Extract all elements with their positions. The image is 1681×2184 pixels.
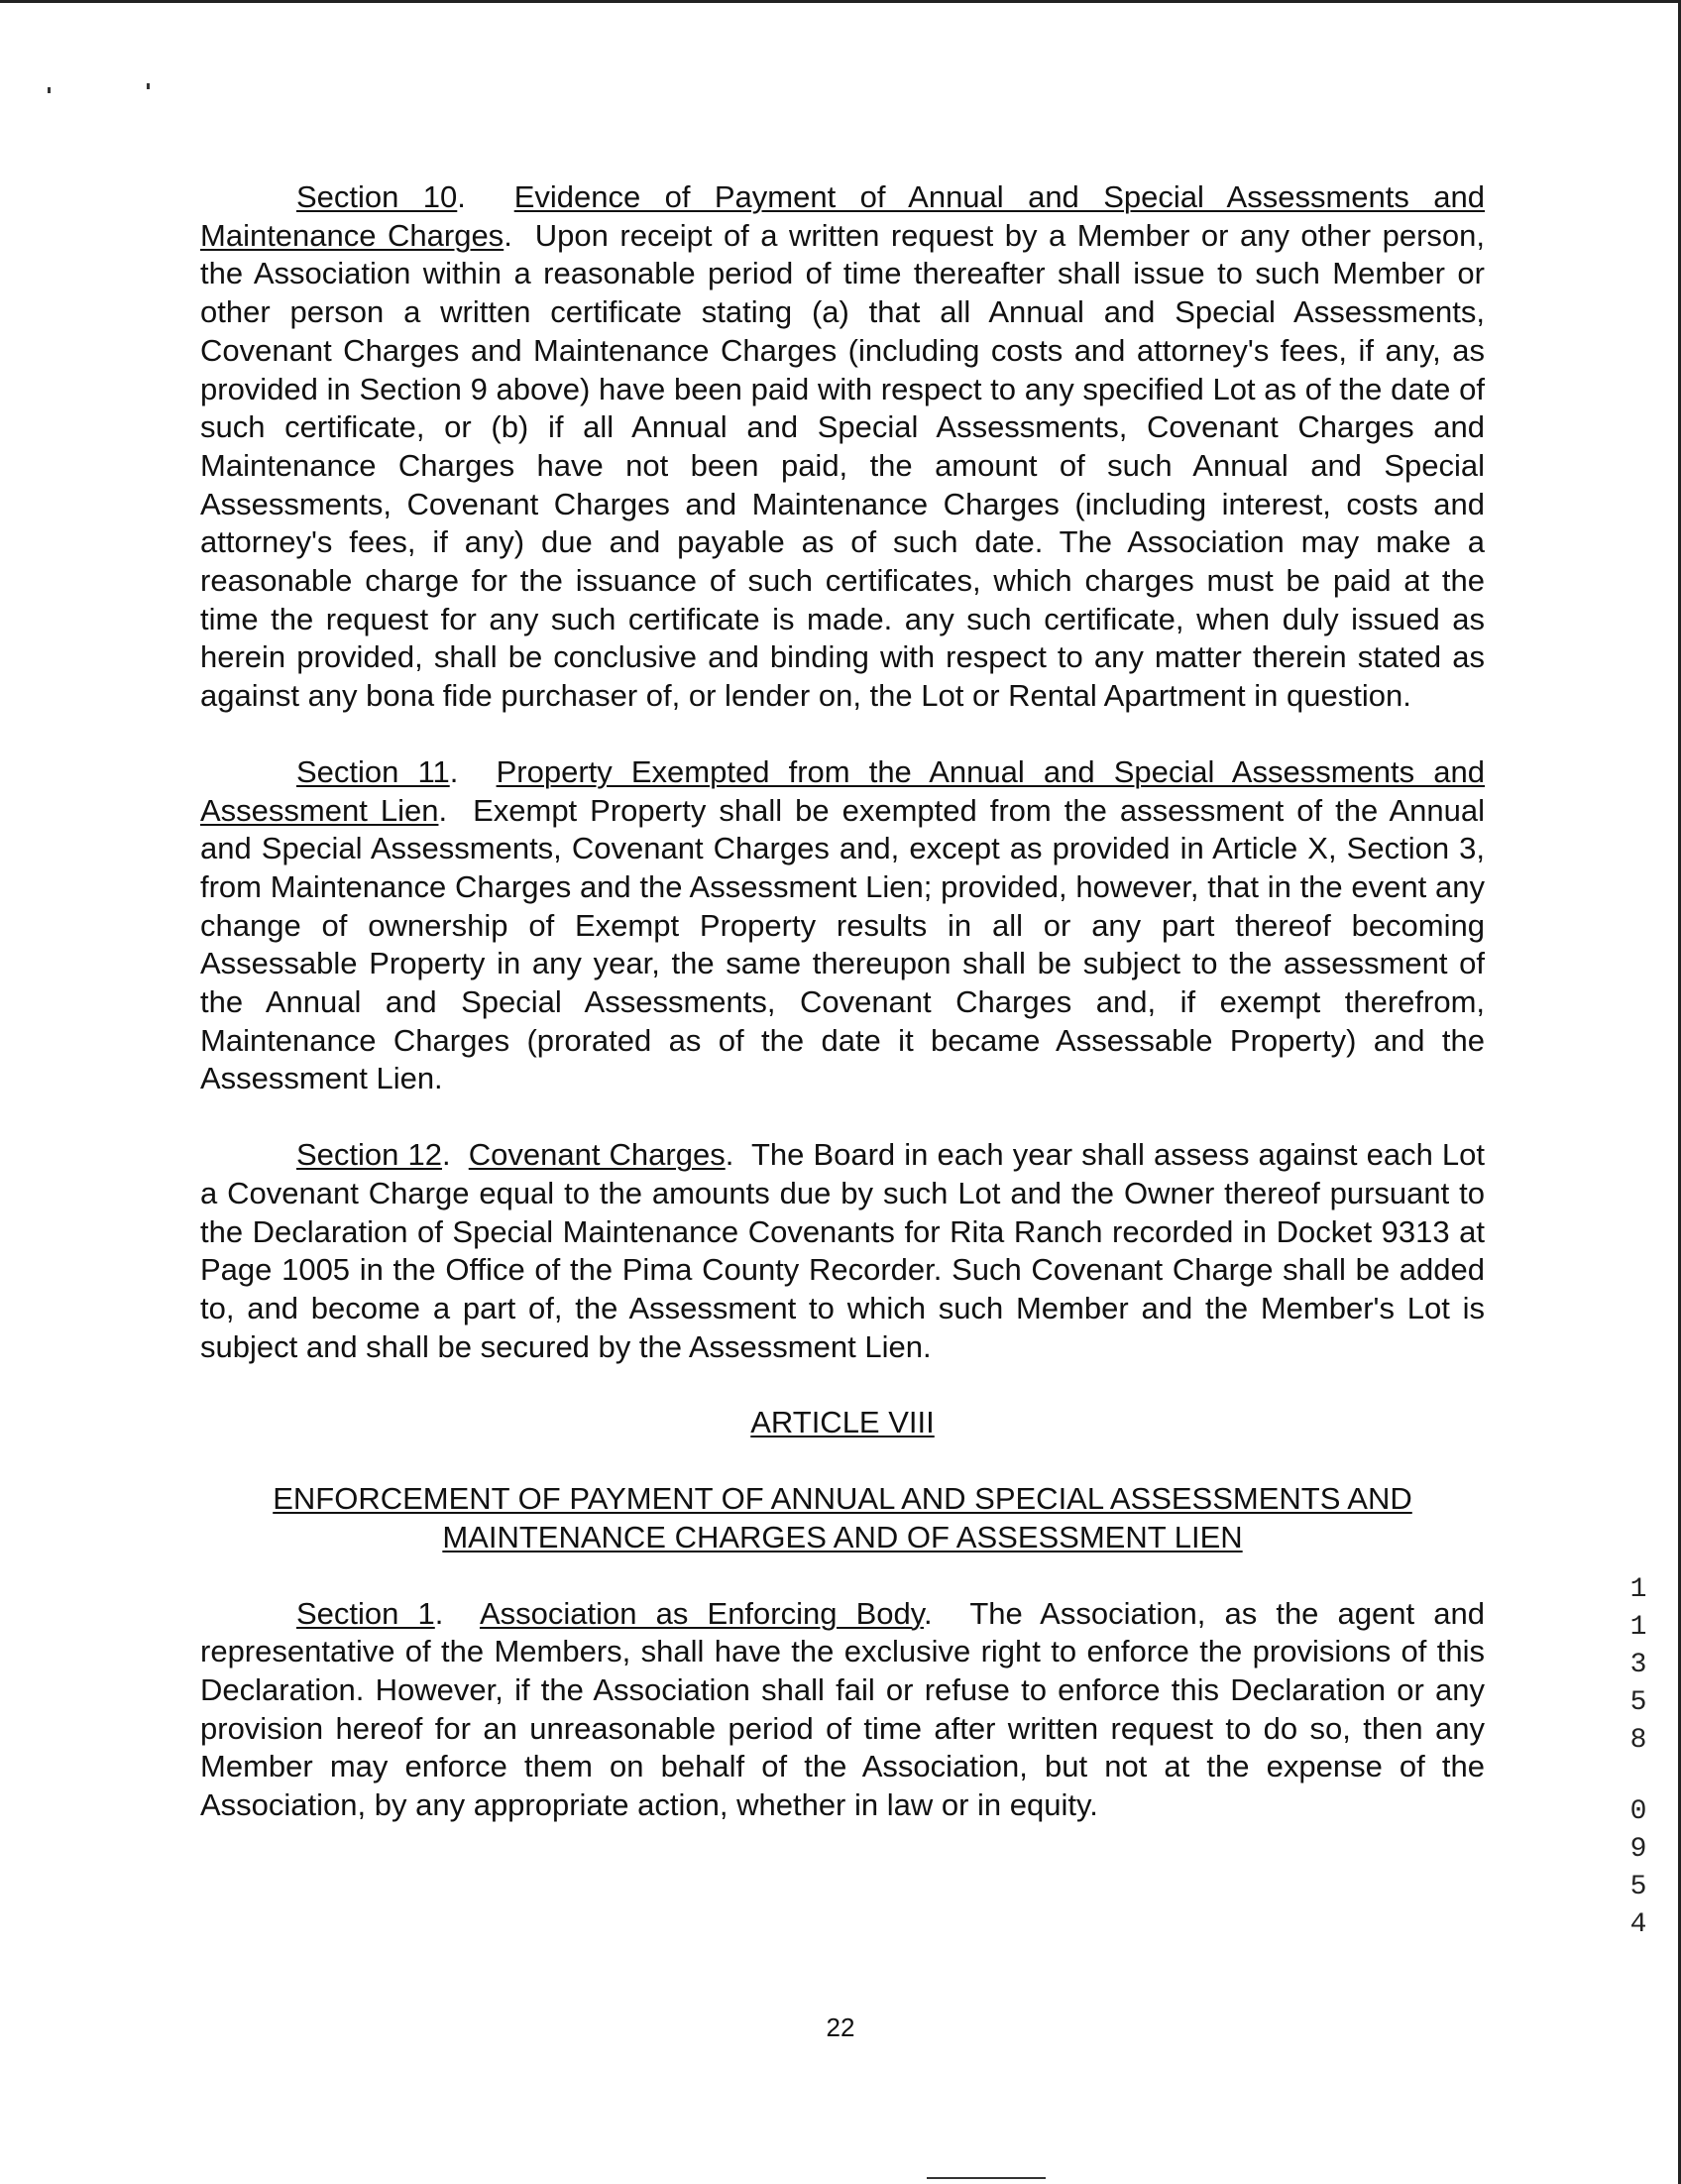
stamp-digit: 9 bbox=[1629, 1834, 1647, 1865]
section-11-paragraph: Section 11. Property Exempted from the Annual and Special Assessments and Assessment Lien. Exempt Property shall be exempted from the assessment of the Annual and Special Assessments, Covenant Charges and, except as provided in Article X, Section 3, from Maintenance Charges and the Assessment Lien; provided, however, that in the event any change of ownership of Exempt Property results in all or any part thereof becoming Assessable Property in any year, the same thereupon shall be subject to the assessment of the Annual and Special Assessments, Covenant Charges and, if exempt therefrom, Maintenance Charges (prorated as of the date it became Assessable Property) and the Assessment Lien. bbox=[200, 753, 1485, 1096]
article-title-line-1: ENFORCEMENT OF PAYMENT OF ANNUAL AND SPECIAL ASSESSMENTS AND bbox=[273, 1481, 1412, 1517]
section-12-paragraph: Section 12. Covenant Charges. The Board in each year shall assess against each Lot a Covenant Charge equal to the amounts due by such Lot and the Owner thereof pursuant to the Declaration of Special Maintenance Covenants for Rita Ranch recorded in Docket 9313 at Page 1005 in the Office of the Pima County Recorder. Such Covenant Charge shall be added to, and become a part of, the Assessment to which such Member and the Member's Lot is subject and shall be secured by the Assessment Lien. bbox=[200, 1137, 1485, 1364]
section-12-label: Section 12 bbox=[296, 1137, 442, 1173]
section-11-label: Section 11 bbox=[296, 753, 450, 789]
scan-speck bbox=[147, 83, 150, 89]
article-section-1-paragraph: Section 1. Association as Enforcing Body. The Association, as the agent and representative of the Members, shall have the exclusive right to enforce the provisions of this Declaration. However, if the Association shall fail or refuse to enforce this Declaration or any provision hereof for an unreasonable period of time after written request to do so, then any Member may enforce them on behalf of the Association, but not at the expense of the Association, by any appropriate action, whether in law or in equity. bbox=[200, 1595, 1485, 1823]
section-11-heading: Property Exempted from the Annual and Special Assessments and Assessment Lien bbox=[200, 753, 1485, 828]
stamp-digit: 4 bbox=[1629, 1909, 1647, 1940]
section-10-heading: Evidence of Payment of Annual and Special Assessments and Maintenance Charges bbox=[200, 179, 1486, 253]
article-title bbox=[200, 1480, 1485, 1556]
stamp-digit: 0 bbox=[1629, 1796, 1647, 1827]
section-10-label: Section 10 bbox=[296, 179, 458, 214]
stamp-digit: 5 bbox=[1629, 1872, 1647, 1902]
stamp-digit: 1 bbox=[1629, 1574, 1647, 1605]
stamp-digit: 8 bbox=[1629, 1725, 1647, 1756]
stamp-gap bbox=[1624, 1760, 1653, 1793]
section-12-body: The Board in each year shall assess against each Lot a Covenant Charge equal to the amounts due by such Lot and the Owner thereof pursuant to the Declaration of Special Maintenance Covenants for Rita Ranch recorded in Docket 9313 at Page 1005 in the Office of the Pima County Recorder. Such Covenant Charge shall be added to, and become a part of, the Assessment to which such Member and the Member's Lot is subject and shall be secured by the Assessment Lien. bbox=[200, 1137, 1485, 1364]
article-section-1-label: Section 1 bbox=[296, 1595, 435, 1631]
section-10-body: Upon receipt of a written request by a Member or any other person, the Association within a reasonable period of time thereafter shall issue to such Member or other person a written certificate stating (a) that all Annual and Special Assessments, Covenant Charges and Maintenance Charges (including costs and attorney's fees, if any, as provided in Section 9 above) have been paid with respect to any specified Lot as of the date of such certificate, or (b) if all Annual and Special Assessments, Covenant Charges and Maintenance Charges have not been paid, the amount of such Annual and Special Assessments, Covenant Charges and Maintenance Charges (including interest, costs and attorney's fees, if any) due and payable as of such date. The Association may make a reasonable charge for the issuance of such certificates, which charges must be paid at the time the request for any such certificate is made. any such certificate, when duly issued as herein provided, shall be conclusive and binding with respect to any matter therein stated as against any bona fide purchaser of, or lender on, the Lot or Rental Apartment in question. bbox=[200, 217, 1485, 714]
section-10-paragraph: Section 10. Evidence of Payment of Annual and Special Assessments and Maintenance Charges. Upon receipt of a written request by a Member or any other person, the Association within a reasonable period of time thereafter shall issue to such Member or other person a written certificate stating (a) that all Annual and Special Assessments, Covenant Charges and Maintenance Charges (including costs and attorney's fees, if any, as provided in Section 9 above) have been paid with respect to any specified Lot as of the date of such certificate, or (b) if all Annual and Special Assessments, Covenant Charges and Maintenance Charges have not been paid, the amount of such Annual and Special Assessments, Covenant Charges and Maintenance Charges (including interest, costs and attorney's fees, if any) due and payable as of such date. The Association may make a reasonable charge for the issuance of such certificates, which charges must be paid at the time the request for any such certificate is made. any such certificate, when duly issued as herein provided, shall be conclusive and binding with respect to any matter therein stated as against any bona fide purchaser of, or lender on, the Lot or Rental Apartment in question. bbox=[200, 179, 1486, 714]
article-section-1-body: The Association, as the agent and representative of the Members, shall have the exclusive right to enforce the provisions of this Declaration. However, if the Association shall fail or refuse to enforce this Declaration or any provision hereof for an unreasonable period of time after written request to do so, then any Member may enforce them on behalf of the Association, but not at the expense of the Association, by any appropriate action, whether in law or in equity. bbox=[200, 1595, 1485, 1823]
stamp-digit: 3 bbox=[1629, 1650, 1647, 1680]
stamp-digit: 5 bbox=[1629, 1687, 1647, 1718]
page-number: 22 bbox=[826, 2012, 855, 2042]
stamp-digit: 1 bbox=[1629, 1612, 1647, 1643]
section-12-heading: Covenant Charges bbox=[468, 1137, 726, 1173]
article-section-1-heading: Association as Enforcing Body bbox=[479, 1595, 924, 1631]
recording-stamp-number bbox=[1624, 1571, 1653, 1944]
document-body bbox=[200, 178, 1485, 1863]
bottom-edge-mark bbox=[927, 2177, 1046, 2179]
page-top-edge bbox=[0, 0, 1681, 3]
scan-speck bbox=[48, 87, 51, 93]
section-11-body: Exempt Property shall be exempted from the assessment of the Annual and Special Assessments, Covenant Charges and, except as provided in Article X, Section 3, from Maintenance Charges and the Assessment Lien; provided, however, that in the event any change of ownership of Exempt Property results in all or any part thereof becoming Assessable Property in any year, the same thereupon shall be subject to the assessment of the Annual and Special Assessments, Covenant Charges and, if exempt therefrom, Maintenance Charges (prorated as of the date it became Assessable Property) and the Assessment Lien. bbox=[200, 792, 1485, 1096]
article-title-line-2: MAINTENANCE CHARGES AND OF ASSESSMENT LIEN bbox=[442, 1519, 1243, 1554]
article-heading bbox=[200, 1404, 1485, 1442]
article-number: ARTICLE VIII bbox=[750, 1405, 935, 1440]
